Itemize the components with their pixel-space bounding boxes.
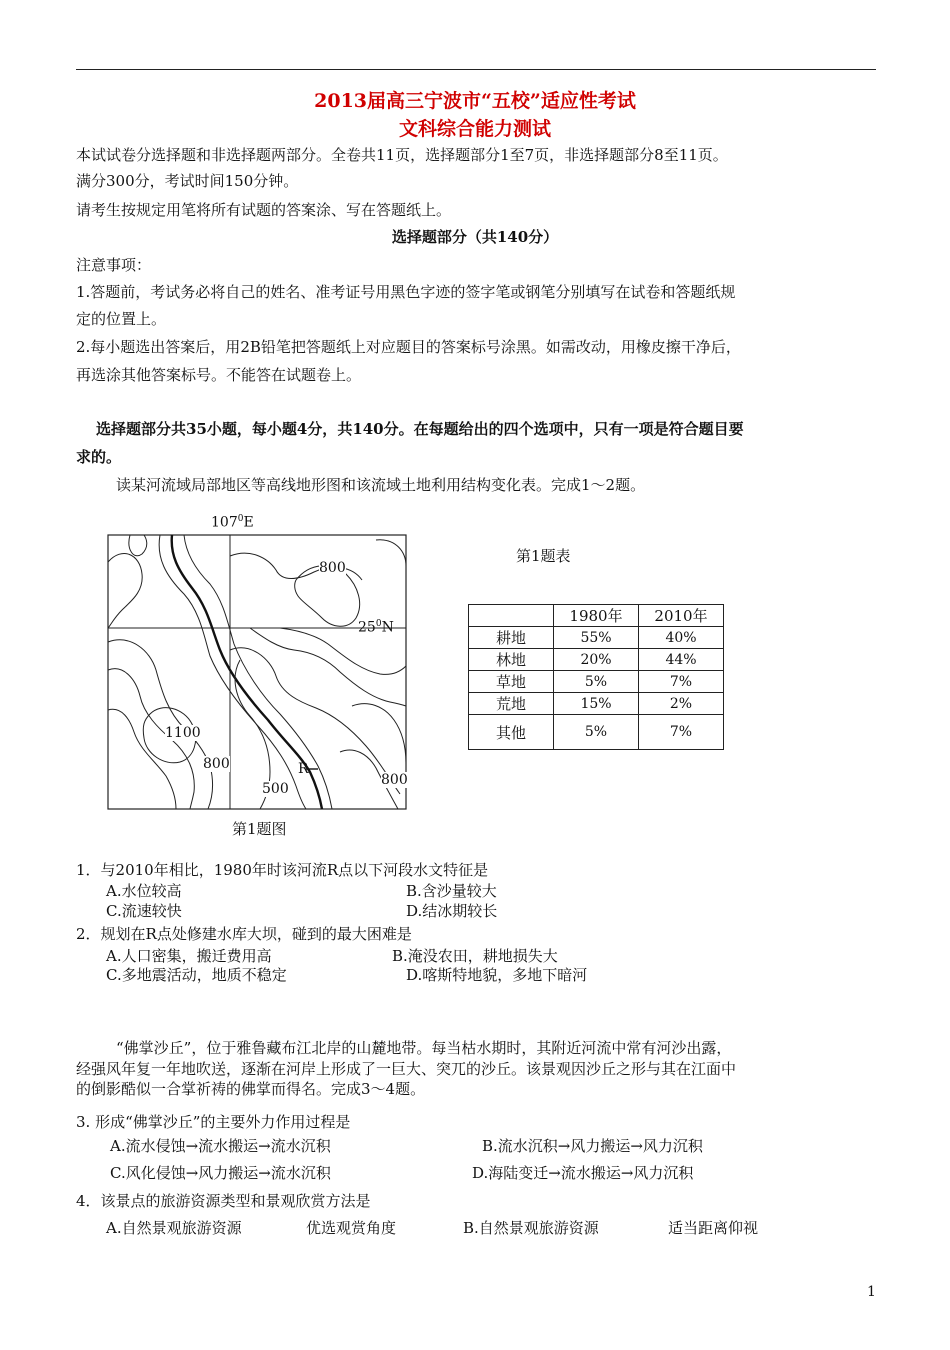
intro-line-2: 满分300分，考试时间150分钟。 bbox=[76, 172, 299, 190]
question-3-option-d: D.海陆变迁→流水搬运→风力沉积 bbox=[472, 1164, 694, 1182]
table-cell: 林地 bbox=[469, 649, 554, 671]
notes-label: 注意事项： bbox=[76, 256, 152, 274]
table-row bbox=[469, 649, 724, 671]
latitude-label: $25^0N$ bbox=[358, 619, 394, 636]
question-2-option-d: D.喀斯特地貌，多地下暗河 bbox=[406, 966, 588, 984]
question-2-option-a: A.人口密集，搬迁费用高 bbox=[106, 947, 272, 965]
table-cell: 7% bbox=[639, 671, 724, 693]
longitude-degree: 0 bbox=[237, 514, 244, 524]
table-cell: 荒地 bbox=[469, 693, 554, 715]
instruction-line-1: 选择题部分共35小题，每小题4分，共140分。在每题给出的四个选项中，只有一项是符合题目要 bbox=[96, 420, 744, 438]
section-heading: 选择题部分（共140分） bbox=[391, 228, 559, 246]
question-1-option-d: D.结冰期较长 bbox=[406, 902, 498, 920]
map-caption: 第1题图 bbox=[232, 820, 287, 838]
question-1: 1．与2010年相比，1980年时该河流R点以下河段水文特征是 bbox=[76, 861, 489, 879]
table-row bbox=[469, 715, 724, 750]
exam-subtitle: 文科综合能力测试 bbox=[398, 118, 551, 140]
question-1-option-a: A.水位较高 bbox=[106, 882, 182, 900]
question-2: 2．规划在R点处修建水库大坝，碰到的最大困难是 bbox=[76, 925, 412, 943]
question-1-option-b: B.含沙量较大 bbox=[406, 882, 497, 900]
instruction-line-2: 求的。 bbox=[76, 448, 122, 466]
question-1-option-c: C.流速较快 bbox=[106, 902, 182, 920]
question-4-option-a-method: 优选观赏角度 bbox=[306, 1219, 397, 1237]
table-cell: 40% bbox=[639, 627, 724, 649]
table-cell: 20% bbox=[554, 649, 639, 671]
passage-line-3: 的倒影酷似一合掌祈祷的佛掌而得名。完成3～4题。 bbox=[76, 1080, 426, 1098]
table-cell: 55% bbox=[554, 627, 639, 649]
point-r-label: R bbox=[298, 761, 309, 777]
question-3-option-b: B.流水沉积→风力搬运→风力沉积 bbox=[482, 1137, 703, 1155]
land-use-table bbox=[468, 604, 724, 750]
latitude-degree: 0 bbox=[375, 619, 382, 629]
question-3-option-c: C.风化侵蚀→风力搬运→流水沉积 bbox=[110, 1164, 331, 1182]
table-header-row bbox=[469, 605, 724, 627]
table-cell: 7% bbox=[639, 715, 724, 750]
contour-label-800-right: 800 bbox=[381, 772, 408, 788]
question-4-option-a: A.自然景观旅游资源 bbox=[106, 1219, 242, 1237]
note-1-line-2: 定的位置上。 bbox=[76, 310, 167, 328]
longitude-label: $107^0E$ bbox=[211, 514, 254, 531]
question-4: 4．该景点的旅游资源类型和景观欣赏方法是 bbox=[76, 1192, 371, 1210]
question-3-option-a: A.流水侵蚀→流水搬运→流水沉积 bbox=[110, 1137, 331, 1155]
header-rule bbox=[76, 69, 876, 70]
table-cell: 2% bbox=[639, 693, 724, 715]
note-2-line-1: 2.每小题选出答案后，用2B铅笔把答题纸上对应题目的答案标号涂黑。如需改动，用橡皮擦干净后， bbox=[76, 338, 741, 356]
contour-map bbox=[100, 510, 420, 815]
table-cell: 5% bbox=[554, 715, 639, 750]
contour-lines bbox=[108, 535, 406, 809]
question-2-option-c: C.多地震活动，地质不稳定 bbox=[106, 966, 287, 984]
table-cell: 耕地 bbox=[469, 627, 554, 649]
table-cell: 15% bbox=[554, 693, 639, 715]
table-header-cell: 1980年 bbox=[554, 605, 639, 627]
question-2-option-b: B.淹没农田，耕地损失大 bbox=[392, 947, 558, 965]
table-caption: 第1题表 bbox=[516, 547, 571, 565]
reading-prompt: 读某河流域局部地区等高线地形图和该流域土地利用结构变化表。完成1～2题。 bbox=[116, 476, 646, 494]
page-number: 1 bbox=[867, 1284, 876, 1300]
question-4-option-b: B.自然景观旅游资源 bbox=[463, 1219, 599, 1237]
passage-line-1: “佛掌沙丘”，位于雅鲁藏布江北岸的山麓地带。每当枯水期时，其附近河流中常有河沙出露， bbox=[116, 1039, 732, 1057]
note-2-line-2: 再选涂其他答案标号。不能答在试题卷上。 bbox=[76, 366, 362, 384]
table-row bbox=[469, 627, 724, 649]
question-4-option-b-method: 适当距离仰视 bbox=[668, 1219, 759, 1237]
question-3: 3. 形成“佛掌沙丘”的主要外力作用过程是 bbox=[76, 1113, 351, 1131]
table-cell: 其他 bbox=[469, 715, 554, 750]
contour-label-500: 500 bbox=[262, 781, 289, 797]
exam-title: 2013届高三宁波市“五校”适应性考试 bbox=[314, 90, 636, 112]
table-cell: 44% bbox=[639, 649, 724, 671]
contour-label-1100: 1100 bbox=[165, 725, 201, 741]
contour-label-800-top: 800 bbox=[319, 560, 346, 576]
table-header-cell: 2010年 bbox=[639, 605, 724, 627]
note-1-line-1: 1.答题前，考试务必将自己的姓名、准考证号用黑色字迹的签字笔或钢笔分别填写在试卷和答题纸规 bbox=[76, 283, 736, 301]
table-cell: 草地 bbox=[469, 671, 554, 693]
intro-line-3: 请考生按规定用笔将所有试题的答案涂、写在答题纸上。 bbox=[76, 201, 452, 219]
map-frame bbox=[108, 535, 406, 809]
table-header-cell bbox=[469, 605, 554, 627]
table-cell: 5% bbox=[554, 671, 639, 693]
table-row bbox=[469, 693, 724, 715]
intro-line-1: 本试试卷分选择题和非选择题两部分。全卷共11页，选择题部分1至7页，非选择题部分8至11页。 bbox=[76, 146, 728, 164]
table-row bbox=[469, 671, 724, 693]
contour-label-800-left: 800 bbox=[203, 756, 230, 772]
passage-line-2: 经强风年复一年地吹送，逐渐在河岸上形成了一巨大、突兀的沙丘。该景观因沙丘之形与其在江面中 bbox=[76, 1060, 737, 1078]
